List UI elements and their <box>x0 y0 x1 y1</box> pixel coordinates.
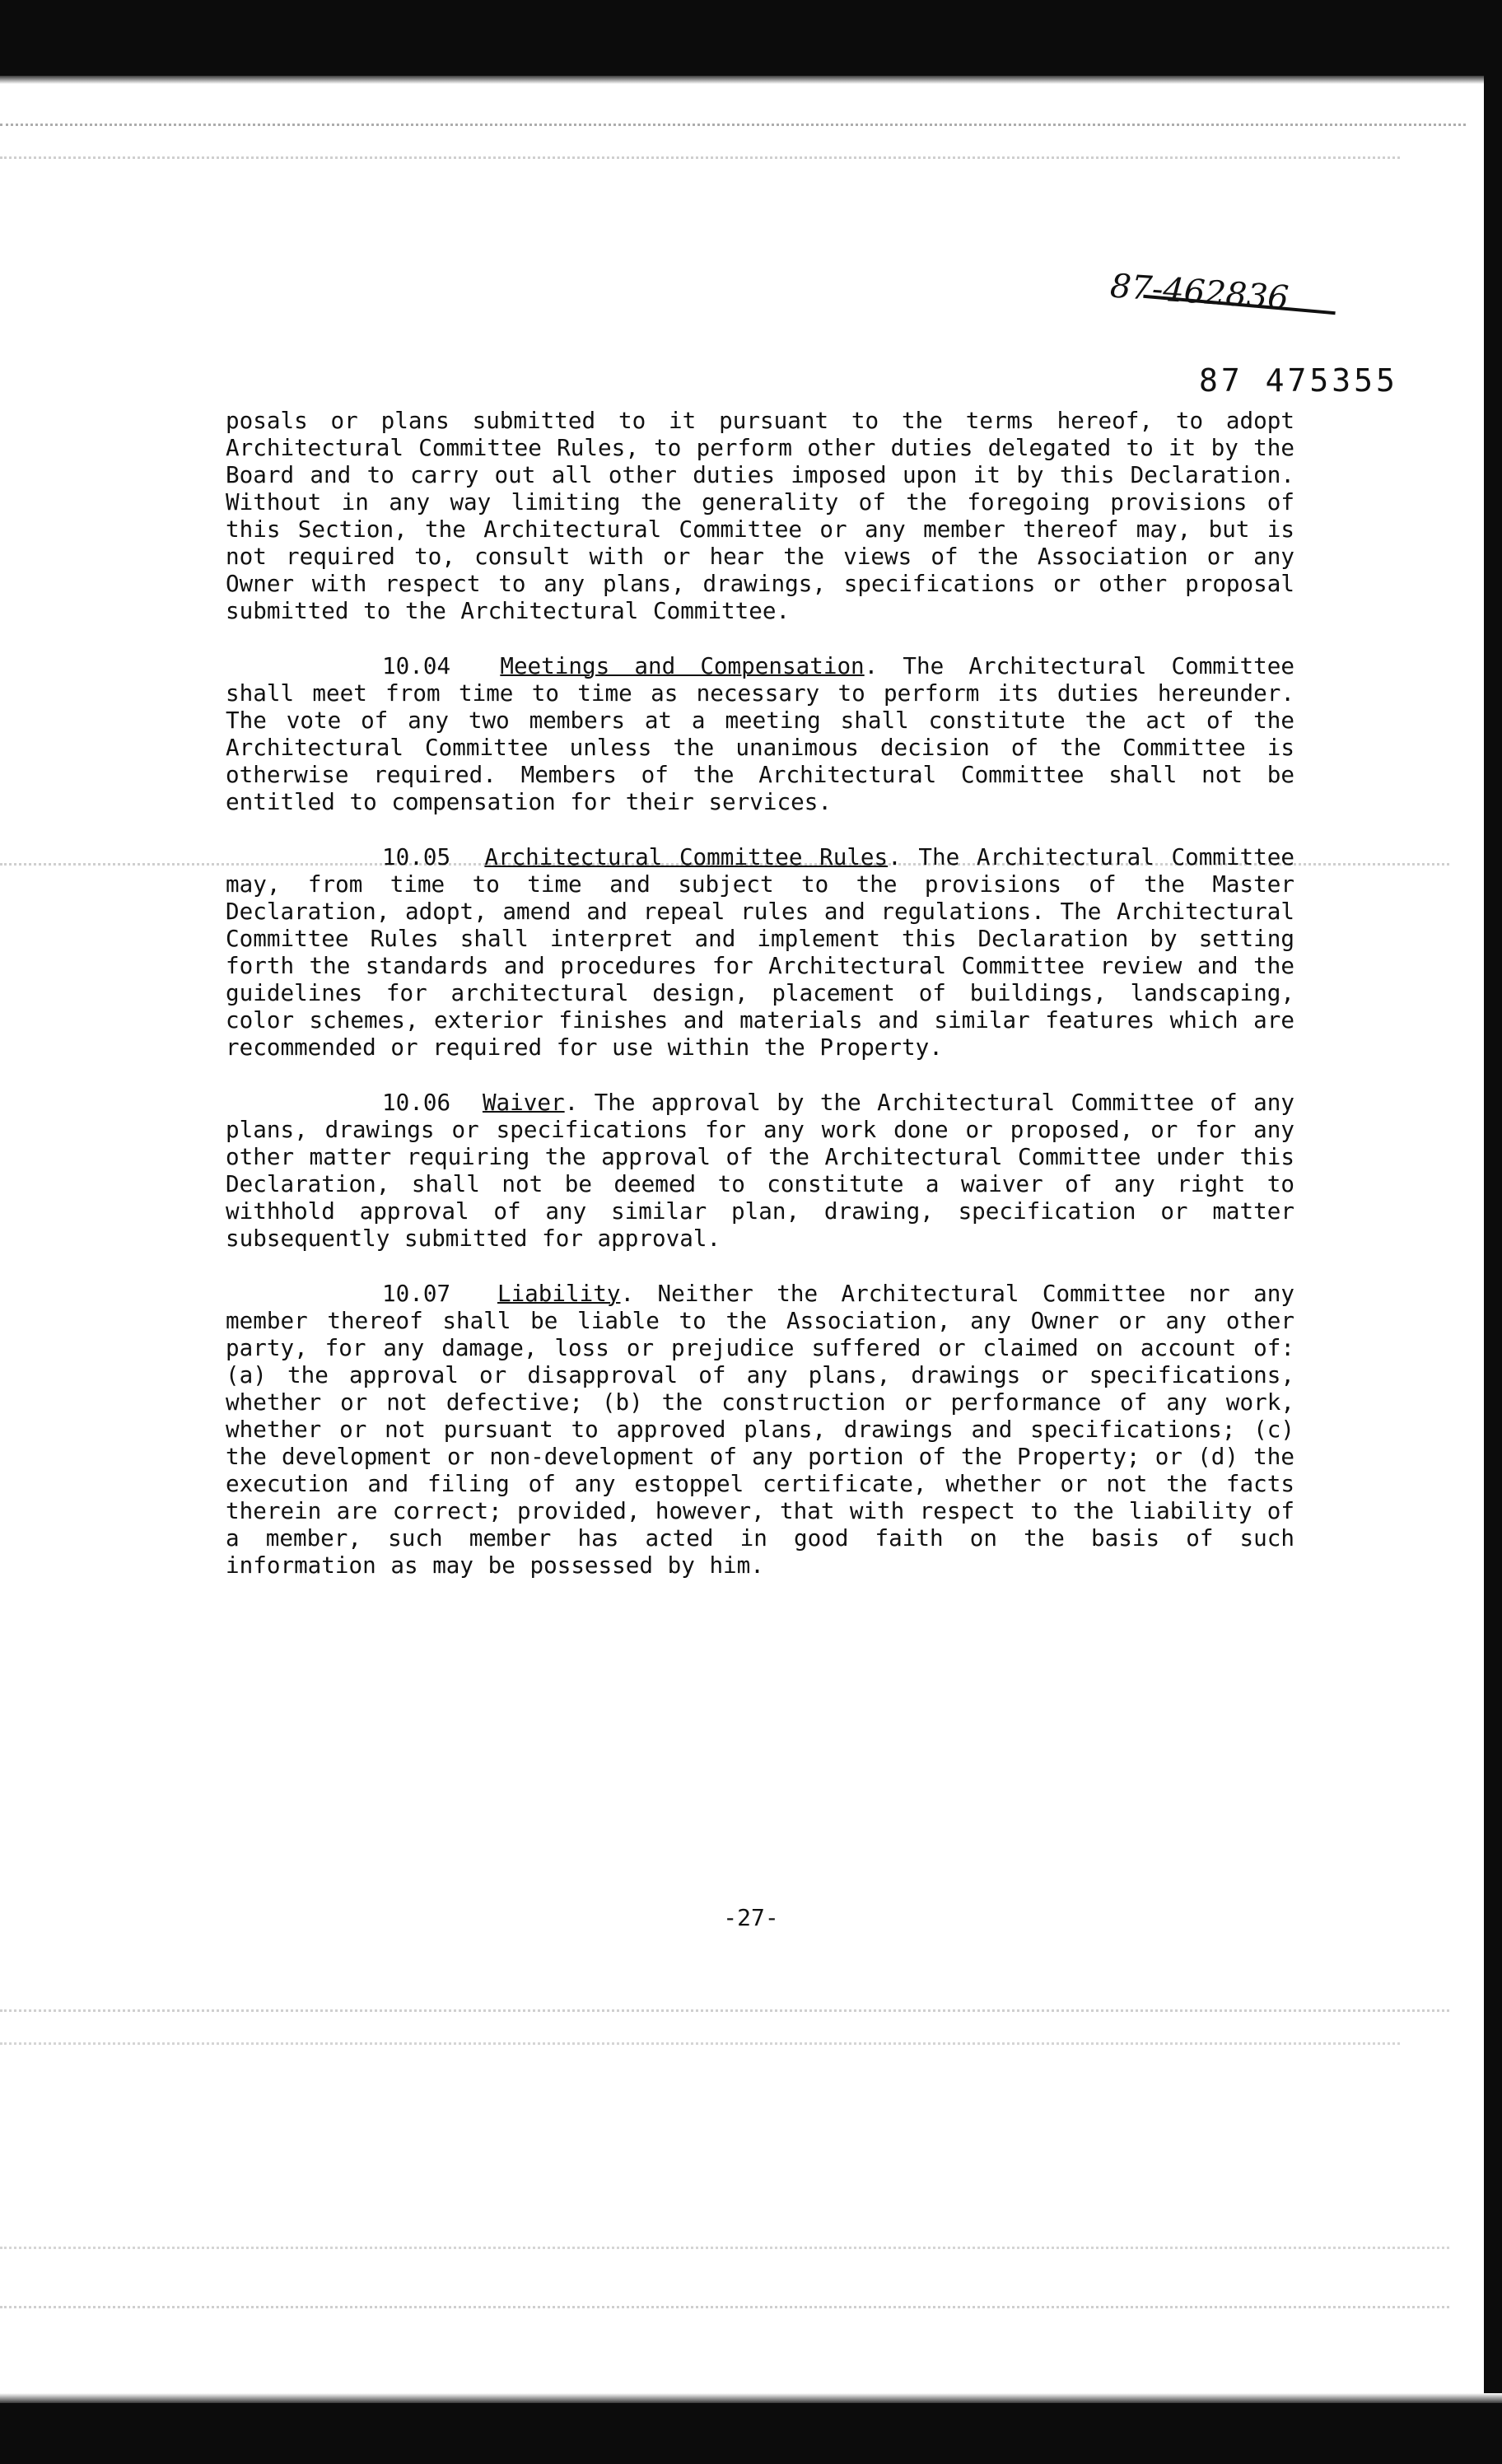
scan-noise-line <box>0 2042 1400 2047</box>
page-number: -27- <box>723 1904 779 1931</box>
scan-top-border <box>0 0 1502 76</box>
intro-paragraph: posals or plans submitted to it pursuant to the terms hereof, to adopt Architectural Committee Rules, to perform other duties delegated to it by the Board and to carry out all other duties imposed upon it by this Declaration. Without in any way limiting the generality of the foregoing provisions of this Section, the Architectural Committee or any member thereof may, but is not required to, consult with or hear the views of the Association or any Owner with respect to any plans, drawings, specifications or other proposal submitted to the Architectural Committee. <box>226 407 1294 624</box>
section-heading: Liability <box>497 1280 621 1307</box>
scan-noise-line <box>0 124 1466 128</box>
scan-bottom-edge <box>0 2393 1502 2403</box>
scan-noise-line <box>0 2306 1449 2311</box>
scan-right-border <box>1484 0 1502 2464</box>
section-10-05 <box>226 843 1294 1061</box>
section-text: . Neither the Architectural Committee nor any member thereof shall be liable to the Association, any Owner or any other party, for any damage, loss or prejudice suffered or claimed on account of: (a) the approval or disapproval of any plans, drawings or specifications, whether or not defective; (b) the construction or performance of any work, whether or not pursuant to approved plans, drawings and specifications; (c) the development or non-development of any portion of the Property; or (d) the execution and filing of any estoppel certificate, whether or not the facts therein are correct; provided, however, that with respect to the liability of a member, such member has acted in good faith on the basis of such information as may be possessed by him. <box>226 1280 1294 1579</box>
document-body <box>226 407 1294 1607</box>
scan-noise-line <box>0 156 1400 161</box>
section-10-04 <box>226 652 1294 815</box>
section-10-07 <box>226 1280 1294 1579</box>
document-number: 87 475355 <box>1199 362 1398 399</box>
section-text: . The Architectural Committee shall meet from time to time as necessary to perform its duties hereunder. The vote of any two members at a meeting shall constitute the act of the Architectural Committee unless the unanimous decision of the Committee is otherwise required. Members of the Architectural Committee shall not be entitled to compensation for their services. <box>226 652 1294 815</box>
section-number: 10.04 <box>382 652 451 679</box>
section-heading: Meetings and Compensation <box>500 652 865 679</box>
scan-bottom-border <box>0 2403 1502 2464</box>
old-document-number: 87-462836 <box>1108 267 1290 318</box>
section-number: 10.06 <box>382 1089 451 1116</box>
section-10-06 <box>226 1089 1294 1252</box>
scan-noise-line <box>0 2009 1449 2014</box>
scan-top-edge <box>0 76 1502 84</box>
section-heading: Waiver <box>482 1089 565 1116</box>
scan-noise-line <box>0 2247 1449 2252</box>
section-text: . The approval by the Architectural Committee of any plans, drawings or specifications for any work done or proposed, or for any other matter requiring the approval of the Architectural Committee under this Declaration, shall not be deemed to constitute a waiver of any right to withhold approval of any similar plan, drawing, specification or matter subsequently submitted for approval. <box>226 1089 1294 1252</box>
section-text: . The Architectural Committee may, from time to time and subject to the provisions of the Master Declaration, adopt, amend and repeal rules and regulations. The Architectural Committee Rules shall interpret and implement this Declaration by setting forth the standards and procedures for Architectural Committee review and the guidelines for architectural design, placement of buildings, landscaping, color schemes, exterior finishes and materials and similar features which are recommended or required for use within the Property. <box>226 843 1294 1061</box>
section-number: 10.05 <box>382 843 451 870</box>
section-heading: Architectural Committee Rules <box>484 843 889 870</box>
section-number: 10.07 <box>382 1280 451 1307</box>
